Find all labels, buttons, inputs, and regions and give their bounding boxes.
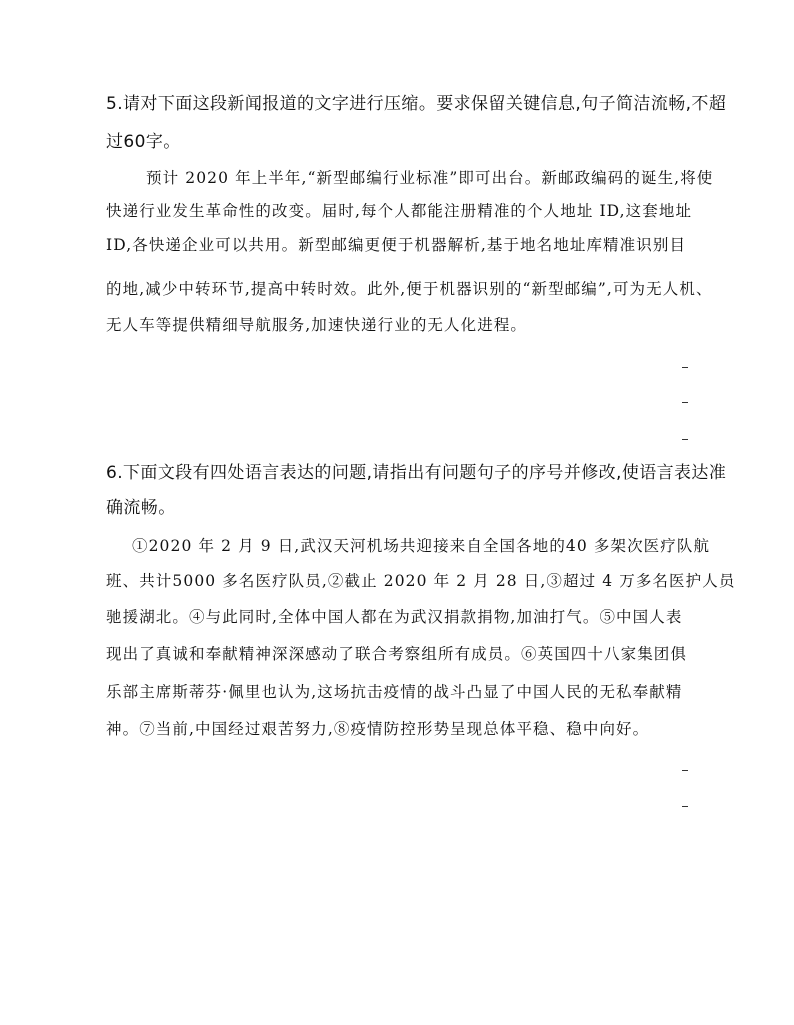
question-6-title-line-2: 确流畅。 — [106, 498, 176, 518]
question-6-passage-line-2: 班、共计5000 多名医疗队员,②截止 2020 年 2 月 28 日,③超过 4 万多名医护人员 — [106, 572, 736, 590]
question-5-passage-line-3: ID,各快递企业可以共用。新型邮编更便于机器解析,基于地名地址库精准识别目 — [106, 236, 687, 254]
question-6-passage-line-6: 神。⑦当前,中国经过艰苦努力,⑧疫情防控形势呈现总体平稳、稳中向好。 — [106, 720, 650, 738]
question-6-passage-line-3: 驰援湖北。④与此同时,全体中国人都在为武汉捐款捐物,加油打气。⑤中国人表 — [106, 608, 683, 626]
question-5-passage-line-5: 无人车等提供精细导航服务,加速快递行业的无人化进程。 — [106, 316, 528, 334]
question-5-passage-line-2: 快递行业发生革命性的改变。届时,每个人都能注册精准的个人地址 ID,这套地址 — [106, 202, 693, 220]
question-6-passage-line-1: ①2020 年 2 月 9 日,武汉天河机场共迎接来自全国各地的40 多架次医疗队航 — [132, 537, 711, 555]
question-6-passage-line-4: 现出了真诚和奉献精神深深感动了联合考察组所有成员。⑥英国四十八家集团俱 — [106, 645, 688, 663]
answer-line-marker — [682, 439, 688, 440]
answer-line-marker — [682, 806, 688, 807]
answer-line-marker — [682, 770, 688, 771]
answer-line-marker — [682, 402, 688, 403]
question-5-passage-line-4: 的地,减少中转环节,提高中转时效。此外,便于机器识别的“新型邮编”,可为无人机、 — [106, 280, 713, 298]
question-5-title-line-1: 5.请对下面这段新闻报道的文字进行压缩。要求保留关键信息,句子简洁流畅,不超 — [106, 94, 727, 114]
question-6-title-line-1: 6.下面文段有四处语言表达的问题,请指出有问题句子的序号并修改,使语言表达准 — [106, 463, 727, 483]
answer-line-marker — [682, 367, 688, 368]
question-5-title-line-2: 过60字。 — [106, 132, 181, 152]
question-6-passage-line-5: 乐部主席斯蒂芬·佩里也认为,这场抗击疫情的战斗凸显了中国人民的无私奉献精 — [106, 683, 683, 701]
question-5-passage-line-1: 预计 2020 年上半年,“新型邮编行业标准”即可出台。新邮政编码的诞生,将使 — [146, 169, 714, 187]
